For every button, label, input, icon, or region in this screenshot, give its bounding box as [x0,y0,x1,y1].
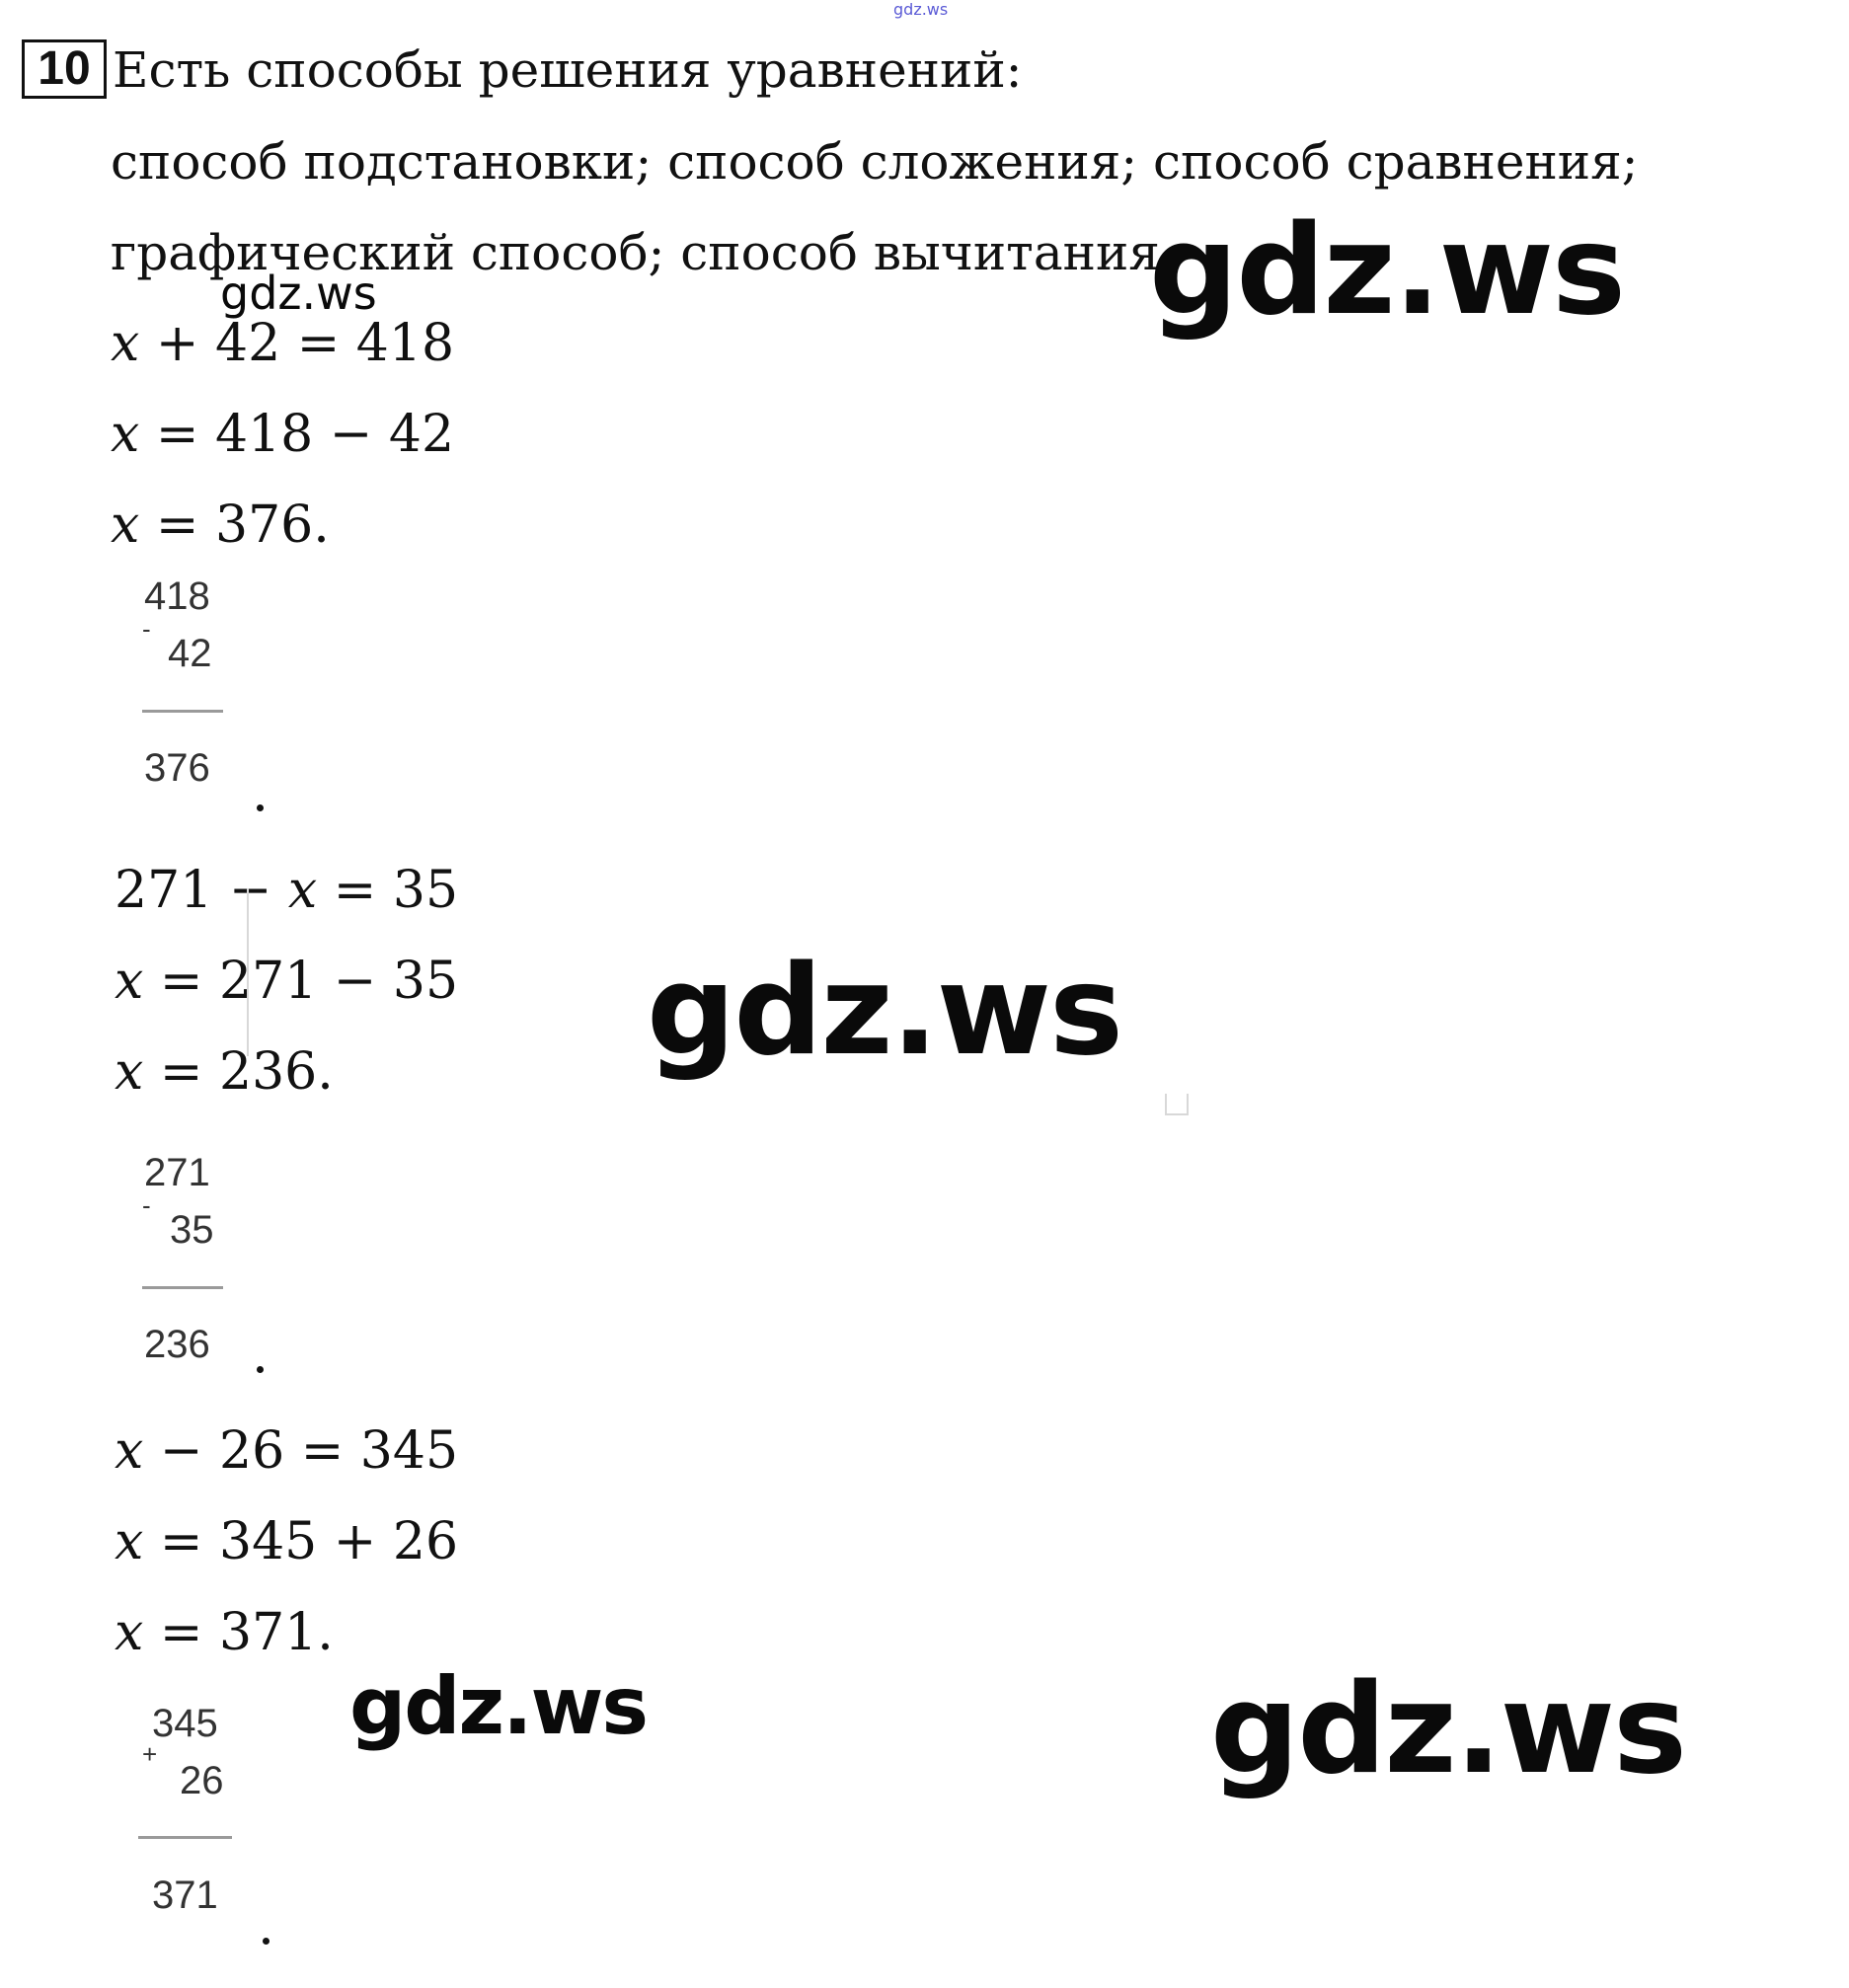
equation-3-line-2: x = 345 + 26 [115,1512,459,1571]
column-1-bottom: 42 [168,632,212,675]
column-3-rule [138,1836,232,1839]
column-1-dot [257,804,264,811]
equation-1-line-2: x = 418 − 42 [111,405,455,464]
column-3-bottom: 26 [180,1759,224,1802]
watermark-large-3: gdz.ws [1210,1656,1685,1801]
column-1-result: 376 [144,746,210,790]
column-1-rule [142,710,223,713]
task-number: 10 [22,39,107,99]
column-2-sign: - [142,1190,151,1220]
watermark-large-1: gdz.ws [1149,197,1624,343]
watermark-small-1: gdz.ws [220,267,377,320]
column-2-dot [257,1366,264,1373]
scan-artifact-box [1165,1094,1189,1115]
column-3-sign: + [142,1739,158,1769]
equation-2-line-1: 271 − x = 35 [115,861,459,920]
methods-line-2: графический способ; способ вычитания. [111,224,1176,281]
equation-2-line-2: x = 271 − 35 [115,952,459,1011]
equation-1-line-1: x + 42 = 418 [111,314,455,373]
column-3-result: 371 [152,1873,218,1917]
equation-3-line-3: x = 371. [115,1603,334,1662]
task-title: Есть способы решения уравнений: [113,41,1023,99]
equation-3-line-1: x − 26 = 345 [115,1421,459,1481]
scan-artifact-line [247,888,249,1056]
column-2-rule [142,1286,223,1289]
column-1-top: 418 [144,574,210,618]
column-2-result: 236 [144,1323,210,1366]
equation-1-line-3: x = 376. [111,496,330,555]
equation-2-line-3: x = 236. [115,1042,334,1102]
column-3-top: 345 [152,1702,218,1745]
column-3-dot [263,1938,270,1945]
watermark-top-small: gdz.ws [893,0,949,19]
column-1-sign: - [142,614,151,644]
column-2-bottom: 35 [170,1208,214,1252]
watermark-large-2: gdz.ws [647,938,1121,1083]
column-2-top: 271 [144,1151,210,1194]
watermark-medium-1: gdz.ws [349,1660,648,1752]
methods-line-1: способ подстановки; способ сложения; способ сравнения; [111,133,1639,191]
